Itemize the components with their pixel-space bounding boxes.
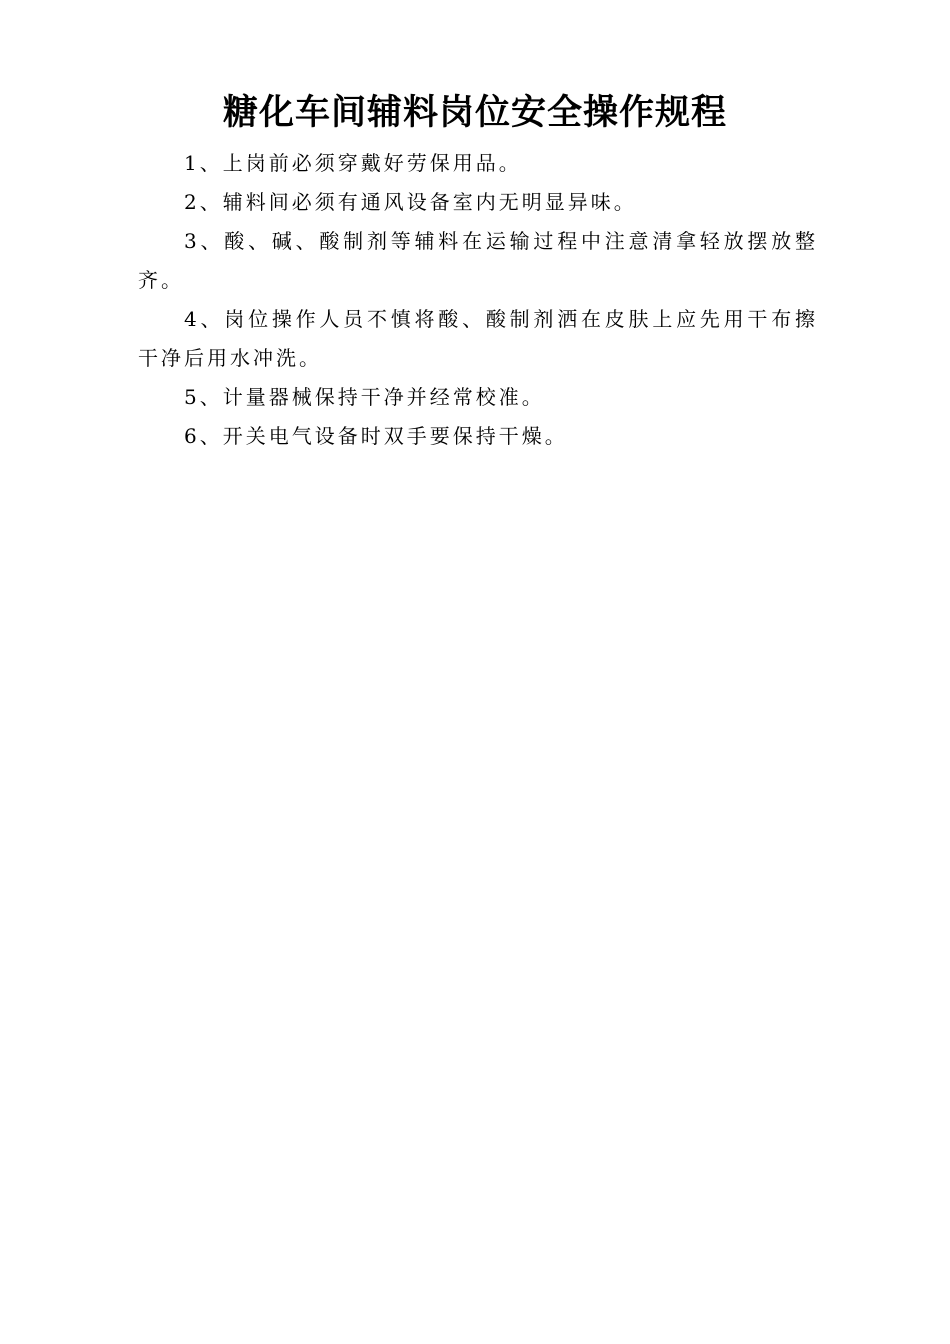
- list-item: 6、开关电气设备时双手要保持干燥。: [184, 424, 568, 448]
- list-item: 1、上岗前必须穿戴好劳保用品。: [184, 151, 522, 175]
- document-body: [138, 144, 818, 456]
- list-item: 4、岗位操作人员不慎将酸、酸制剂洒在皮肤上应先用干布擦干净后用水冲洗。: [138, 307, 818, 370]
- list-item: 5、计量器械保持干净并经常校准。: [184, 385, 545, 409]
- document-title: 糖化车间辅料岗位安全操作规程: [222, 93, 727, 133]
- list-item: 2、辅料间必须有通风设备室内无明显异味。: [184, 190, 637, 214]
- list-item: 3、酸、碱、酸制剂等辅料在运输过程中注意清拿轻放摆放整齐。: [138, 229, 818, 292]
